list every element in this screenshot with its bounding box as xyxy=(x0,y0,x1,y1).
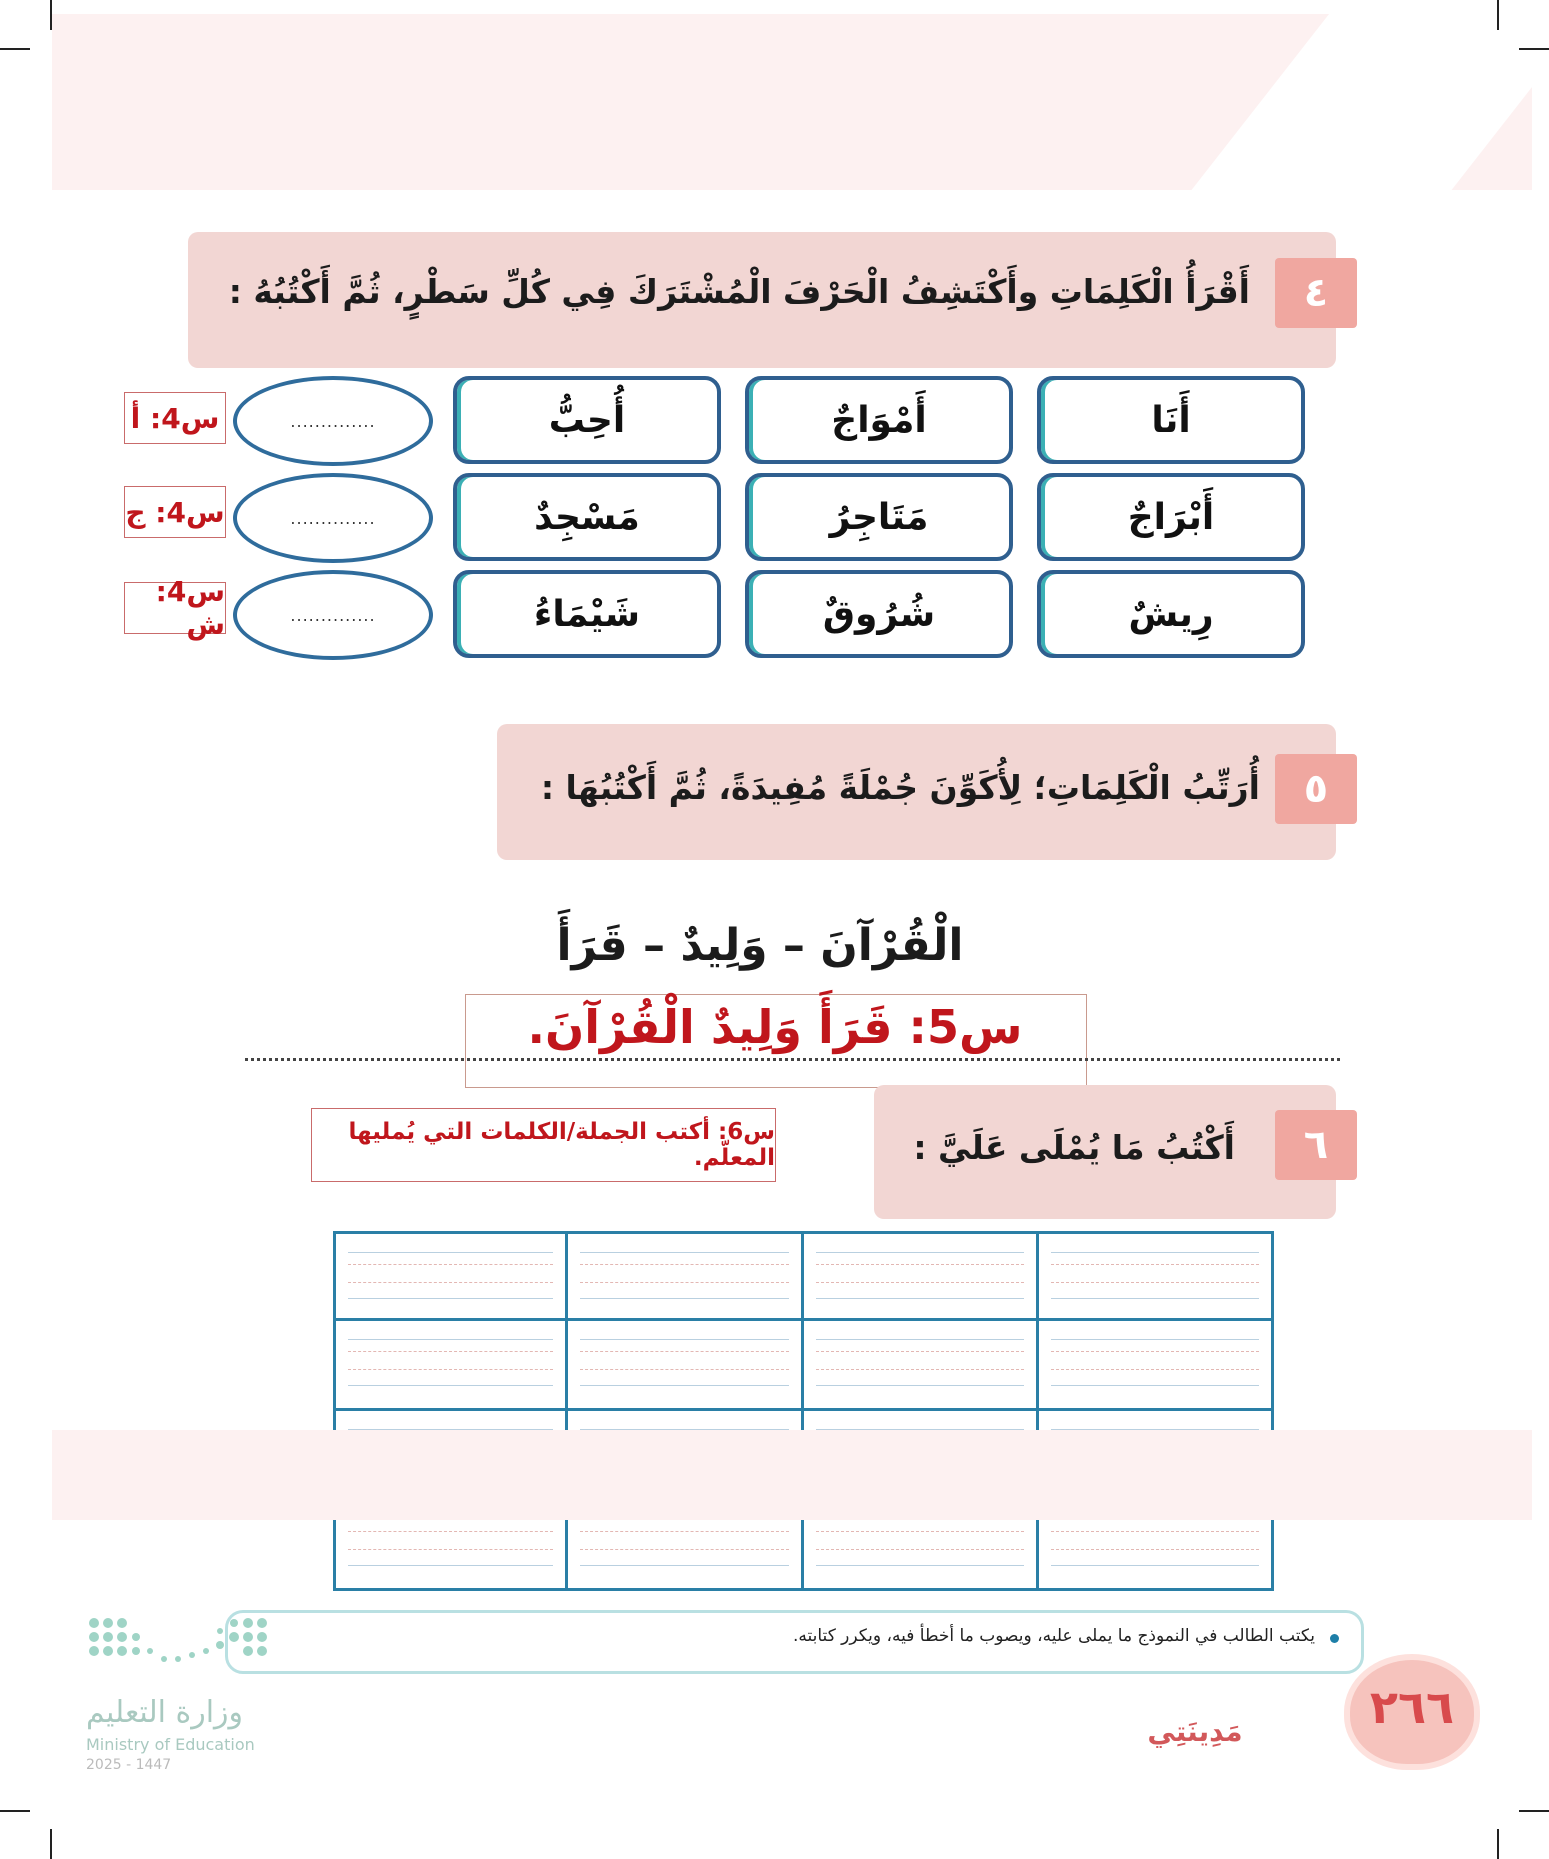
word-box: مَسْجِدٌ xyxy=(453,473,721,561)
guide-line xyxy=(348,1351,553,1352)
guide-line xyxy=(580,1264,788,1265)
guide-line xyxy=(348,1298,553,1299)
writing-cell[interactable] xyxy=(1036,1318,1274,1411)
guide-line xyxy=(816,1531,1024,1532)
answer-label: س4: ش xyxy=(124,582,226,634)
exercise-6-instruction: أَكْتُبُ مَا يُمْلَى عَلَيَّ : xyxy=(913,1128,1235,1167)
writing-cell[interactable] xyxy=(565,1231,803,1321)
guide-line xyxy=(816,1282,1024,1283)
guide-line xyxy=(348,1531,553,1532)
answer-label: س4: ج xyxy=(124,486,226,538)
answer-label: س4: أ xyxy=(124,392,226,444)
crop-mark xyxy=(1519,48,1549,50)
guide-line xyxy=(580,1549,788,1550)
answer-blank-ellipse[interactable]: .............. xyxy=(233,570,433,660)
guide-line xyxy=(580,1531,788,1532)
guide-line xyxy=(348,1282,553,1283)
scrambled-words: الْقُرْآنَ – وَلِيدٌ – قَرَأَ xyxy=(556,920,964,971)
exercise-4-number: ٤ xyxy=(1275,258,1357,328)
writing-cell[interactable] xyxy=(801,1318,1039,1411)
guide-line xyxy=(1051,1565,1259,1566)
guide-line xyxy=(1051,1549,1259,1550)
exercise-6-number: ٦ xyxy=(1275,1110,1357,1180)
ministry-name-ar: وزارة التعليم xyxy=(86,1695,244,1730)
exercise-5-instruction: أُرَتِّبُ الْكَلِمَاتِ؛ لِأُكَوِّنَ جُمْلَةً مُفِيدَةً، ثُمَّ أَكْتُبُهَا : xyxy=(540,768,1260,807)
guide-line xyxy=(1051,1298,1259,1299)
guide-line xyxy=(580,1351,788,1352)
exercise-5-answer: س5: قَرَأَ وَلِيدٌ الْقُرْآنَ. xyxy=(527,1000,1023,1054)
guide-line xyxy=(816,1549,1024,1550)
unit-title: مَدِينَتِي xyxy=(1147,1715,1243,1748)
crop-mark xyxy=(1519,1810,1549,1812)
word-box: رِيشٌ xyxy=(1037,570,1305,658)
writing-cell[interactable] xyxy=(333,1231,568,1321)
guide-line xyxy=(816,1264,1024,1265)
word-box: أُحِبُّ xyxy=(453,376,721,464)
crop-mark xyxy=(50,0,52,30)
writing-line[interactable] xyxy=(245,1058,1340,1061)
exercise-4-instruction: أَقْرَأُ الْكَلِمَاتِ وأَكْتَشِفُ الْحَرْفَ الْمُشْتَرَكَ فِي كُلِّ سَطْرٍ، ثُمَّ أَكْتُبُهُ : xyxy=(228,272,1250,311)
guide-line xyxy=(580,1565,788,1566)
writing-cell[interactable] xyxy=(801,1231,1039,1321)
guide-line xyxy=(1051,1264,1259,1265)
guide-line xyxy=(580,1252,788,1253)
footer-band xyxy=(52,1430,1532,1520)
guide-line xyxy=(816,1252,1024,1253)
guide-line xyxy=(348,1252,553,1253)
page-number: ٢٦٦ xyxy=(1369,1680,1455,1734)
edition-year: 2025 - 1447 xyxy=(86,1757,172,1773)
guide-line xyxy=(816,1385,1024,1386)
guide-line xyxy=(580,1385,788,1386)
guide-line xyxy=(1051,1531,1259,1532)
ministry-name-en: Ministry of Education xyxy=(86,1735,255,1754)
word-box: أَمْوَاجٌ xyxy=(745,376,1013,464)
word-box: شُرُوقٌ xyxy=(745,570,1013,658)
guide-line xyxy=(348,1369,553,1370)
guide-line xyxy=(1051,1339,1259,1340)
writing-cell[interactable] xyxy=(333,1318,568,1411)
word-box: مَتَاجِرُ xyxy=(745,473,1013,561)
exercise-5-number: ٥ xyxy=(1275,754,1357,824)
bullet-icon xyxy=(1330,1634,1339,1643)
guide-line xyxy=(1051,1252,1259,1253)
answer-blank-ellipse[interactable]: .............. xyxy=(233,376,433,466)
guide-line xyxy=(816,1339,1024,1340)
guide-line xyxy=(1051,1385,1259,1386)
writing-grid[interactable] xyxy=(333,1231,1274,1591)
guide-line xyxy=(580,1282,788,1283)
guide-line xyxy=(348,1549,553,1550)
guide-line xyxy=(348,1565,553,1566)
word-box: أَنَا xyxy=(1037,376,1305,464)
guide-line xyxy=(580,1298,788,1299)
guide-line xyxy=(1051,1369,1259,1370)
teacher-note-text: يكتب الطالب في النموذج ما يملى عليه، ويصوب ما أخطأ فيه، ويكرر كتابته. xyxy=(793,1626,1315,1646)
crop-mark xyxy=(50,1829,52,1859)
guide-line xyxy=(348,1339,553,1340)
guide-line xyxy=(1051,1282,1259,1283)
guide-line xyxy=(816,1351,1024,1352)
crop-mark xyxy=(0,48,30,50)
answer-blank-ellipse[interactable]: .............. xyxy=(233,473,433,563)
crop-mark xyxy=(0,1810,30,1812)
writing-cell[interactable] xyxy=(565,1318,803,1411)
guide-line xyxy=(816,1298,1024,1299)
guide-line xyxy=(580,1339,788,1340)
guide-line xyxy=(816,1369,1024,1370)
guide-line xyxy=(348,1264,553,1265)
exercise-6-answer: س6: أكتب الجملة/الكلمات التي يُمليها المعلّم. xyxy=(311,1108,776,1182)
writing-cell[interactable] xyxy=(1036,1231,1274,1321)
crop-mark xyxy=(1497,0,1499,30)
guide-line xyxy=(816,1565,1024,1566)
guide-line xyxy=(348,1385,553,1386)
word-box: شَيْمَاءُ xyxy=(453,570,721,658)
crop-mark xyxy=(1497,1829,1499,1859)
word-box: أَبْرَاجٌ xyxy=(1037,473,1305,561)
guide-line xyxy=(580,1369,788,1370)
guide-line xyxy=(1051,1351,1259,1352)
ministry-logo-icon xyxy=(86,1615,276,1675)
